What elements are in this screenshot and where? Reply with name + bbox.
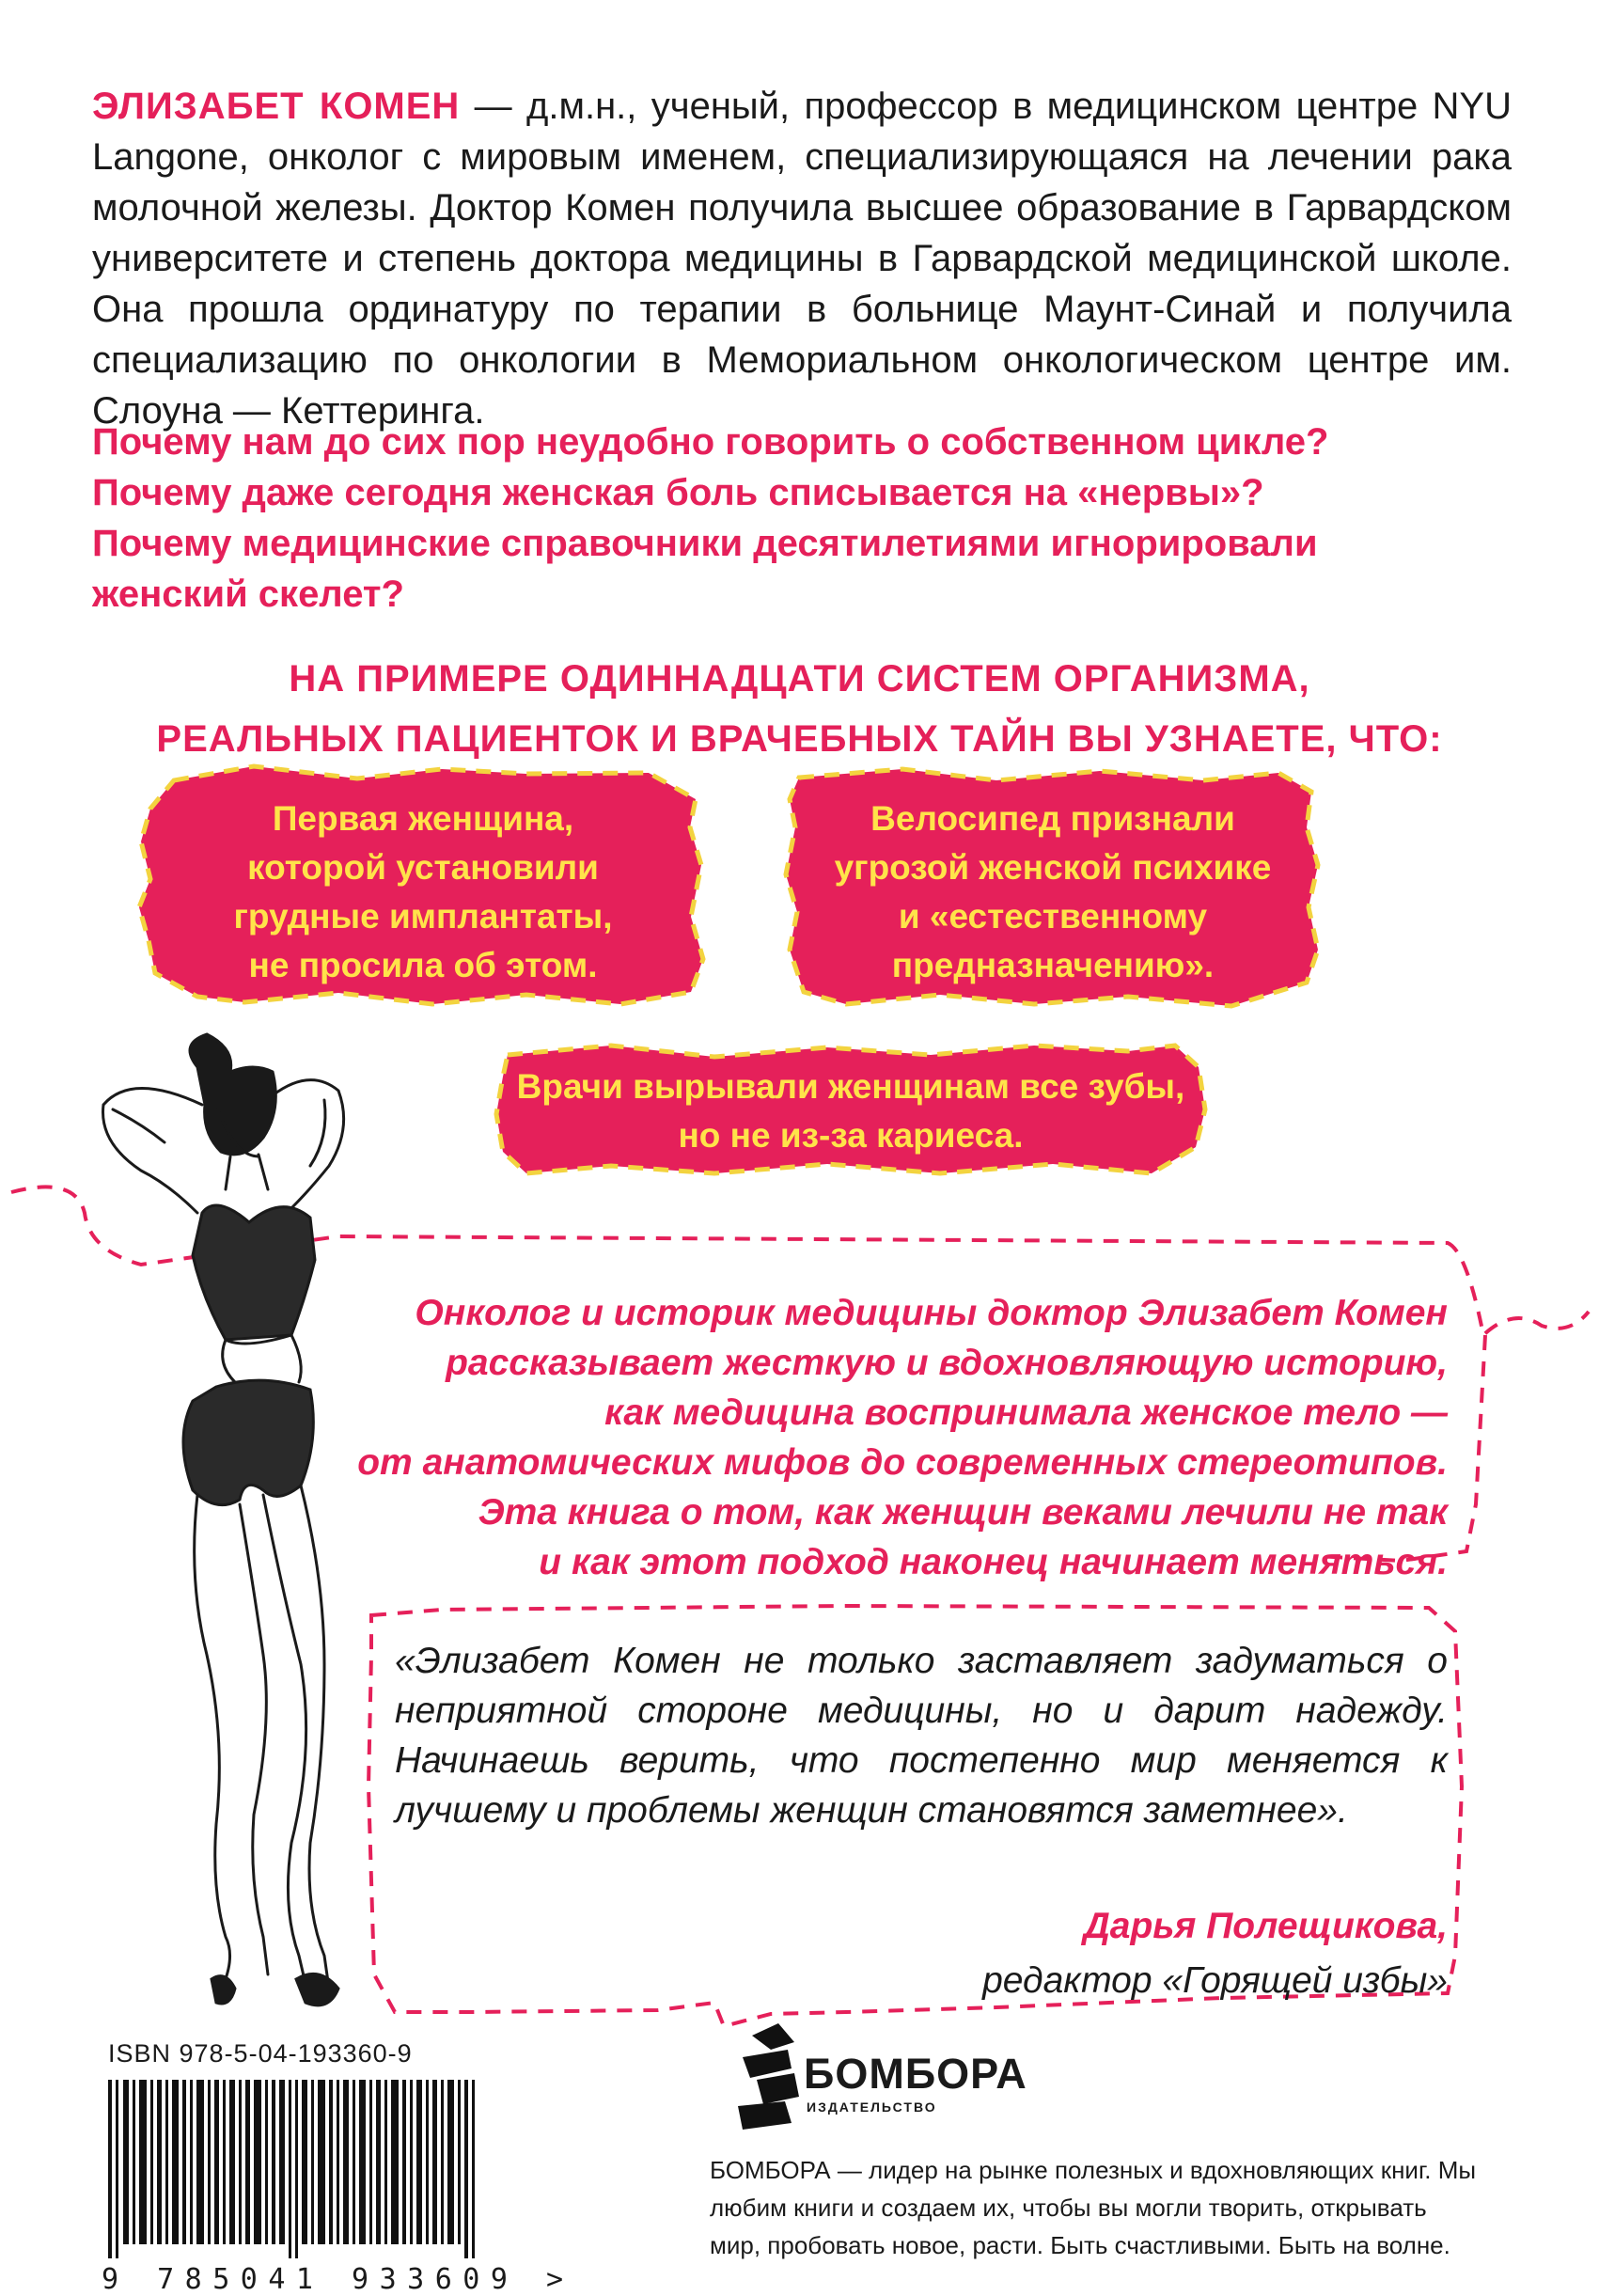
author-bio-text: — д.м.н., ученый, профессор в медицинском центре NYU Langone, онколог с мировым именем, специализирующаяся на лечении рака молочной железы. Доктор Комен получила высшее образование в Гарвардском университете и степень доктора медицины в Гарвардской медицинской школе. Она прошла ординатуру по терапии в больнице Маунт-Синай и получила специализацию по онкологии в Мемориальном онкологическом центре им. Слоуна — Кеттеринга.: [92, 86, 1512, 432]
fact-line: грудные имплантаты,: [233, 897, 613, 936]
fact-line: Первая женщина,: [272, 799, 574, 838]
synopsis-line: как медицина воспринимала женское тело —: [604, 1392, 1448, 1433]
synopsis-line: Онколог и историк медицины доктор Элизабет Комен: [415, 1293, 1448, 1333]
fact-2: [794, 794, 1311, 990]
synopsis-line: рассказывает жесткую и вдохновляющую историю,: [446, 1343, 1448, 1383]
question-line: женский скелет?: [92, 574, 404, 615]
headline-line: РЕАЛЬНЫХ ПАЦИЕНТОК И ВРАЧЕБНЫХ ТАЙН ВЫ УЗНАЕТЕ, ЧТО:: [156, 718, 1443, 760]
isbn: ISBN 978-5-04-193360-9: [108, 2039, 413, 2068]
question-line: Почему нам до сих пор неудобно говорить о собственном цикле?: [92, 421, 1329, 463]
quote-author: Дарья Полещикова,: [1083, 1906, 1448, 1946]
barcode-digits: 9 785041 933609 >: [102, 2263, 574, 2296]
synopsis-line: Эта книга о том, как женщин веками лечили не так: [478, 1492, 1448, 1533]
publisher-subtitle: ИЗДАТЕЛЬСТВО: [807, 2099, 937, 2115]
review-quote: «Элизабет Комен не только заставляет задуматься о неприятной стороне медицины, но и дарит надежду. Начинаешь верить, что постепенно мир меняется к лучшему и проблемы женщин становятся заметнее».: [395, 1641, 1448, 1831]
fact-line: и «естественному: [898, 897, 1208, 936]
fact-1: [150, 794, 696, 990]
question-line: Почему даже сегодня женская боль списывается на «нервы»?: [92, 472, 1264, 513]
author-name: ЭЛИЗАБЕТ КОМЕН: [92, 86, 461, 127]
bombora-logo-icon: [738, 2023, 799, 2130]
synopsis-line: и как этот подход наконец начинает меняться.: [539, 1542, 1448, 1582]
publisher-description: БОМБОРА — лидер на рынке полезных и вдохновляющих книг. Мы любим книги и создаем их, чтобы вы могли творить, открывать мир, пробовать новое, расти. Быть счастливыми. Быть на волне.: [710, 2156, 1477, 2259]
fact-line: Велосипед признали: [870, 799, 1235, 838]
fact-line: угрозой женской психике: [834, 848, 1272, 887]
pinup-illustration: [103, 1034, 344, 2005]
barcode: [108, 2080, 475, 2258]
synopsis-line: от анатомических мифов до современных стереотипов.: [357, 1442, 1448, 1483]
fact-line: которой установили: [247, 848, 599, 887]
fact-line: предназначению».: [891, 946, 1215, 984]
fact-line: но не из-за кариеса.: [678, 1116, 1024, 1155]
fact-line: Врачи вырывали женщинам все зубы,: [516, 1067, 1185, 1106]
fact-3: [503, 1062, 1199, 1160]
question-line: Почему медицинские справочники десятилетиями игнорировали: [92, 523, 1318, 564]
headline-line: НА ПРИМЕРЕ ОДИННАДЦАТИ СИСТЕМ ОРГАНИЗМА,: [289, 658, 1310, 700]
fact-line: не просила об этом.: [248, 946, 598, 984]
quote-author-role: редактор «Горящей избы»: [982, 1960, 1448, 2001]
publisher-name: БОМБОРА: [804, 2050, 1027, 2098]
synopsis: [357, 1288, 1448, 1587]
